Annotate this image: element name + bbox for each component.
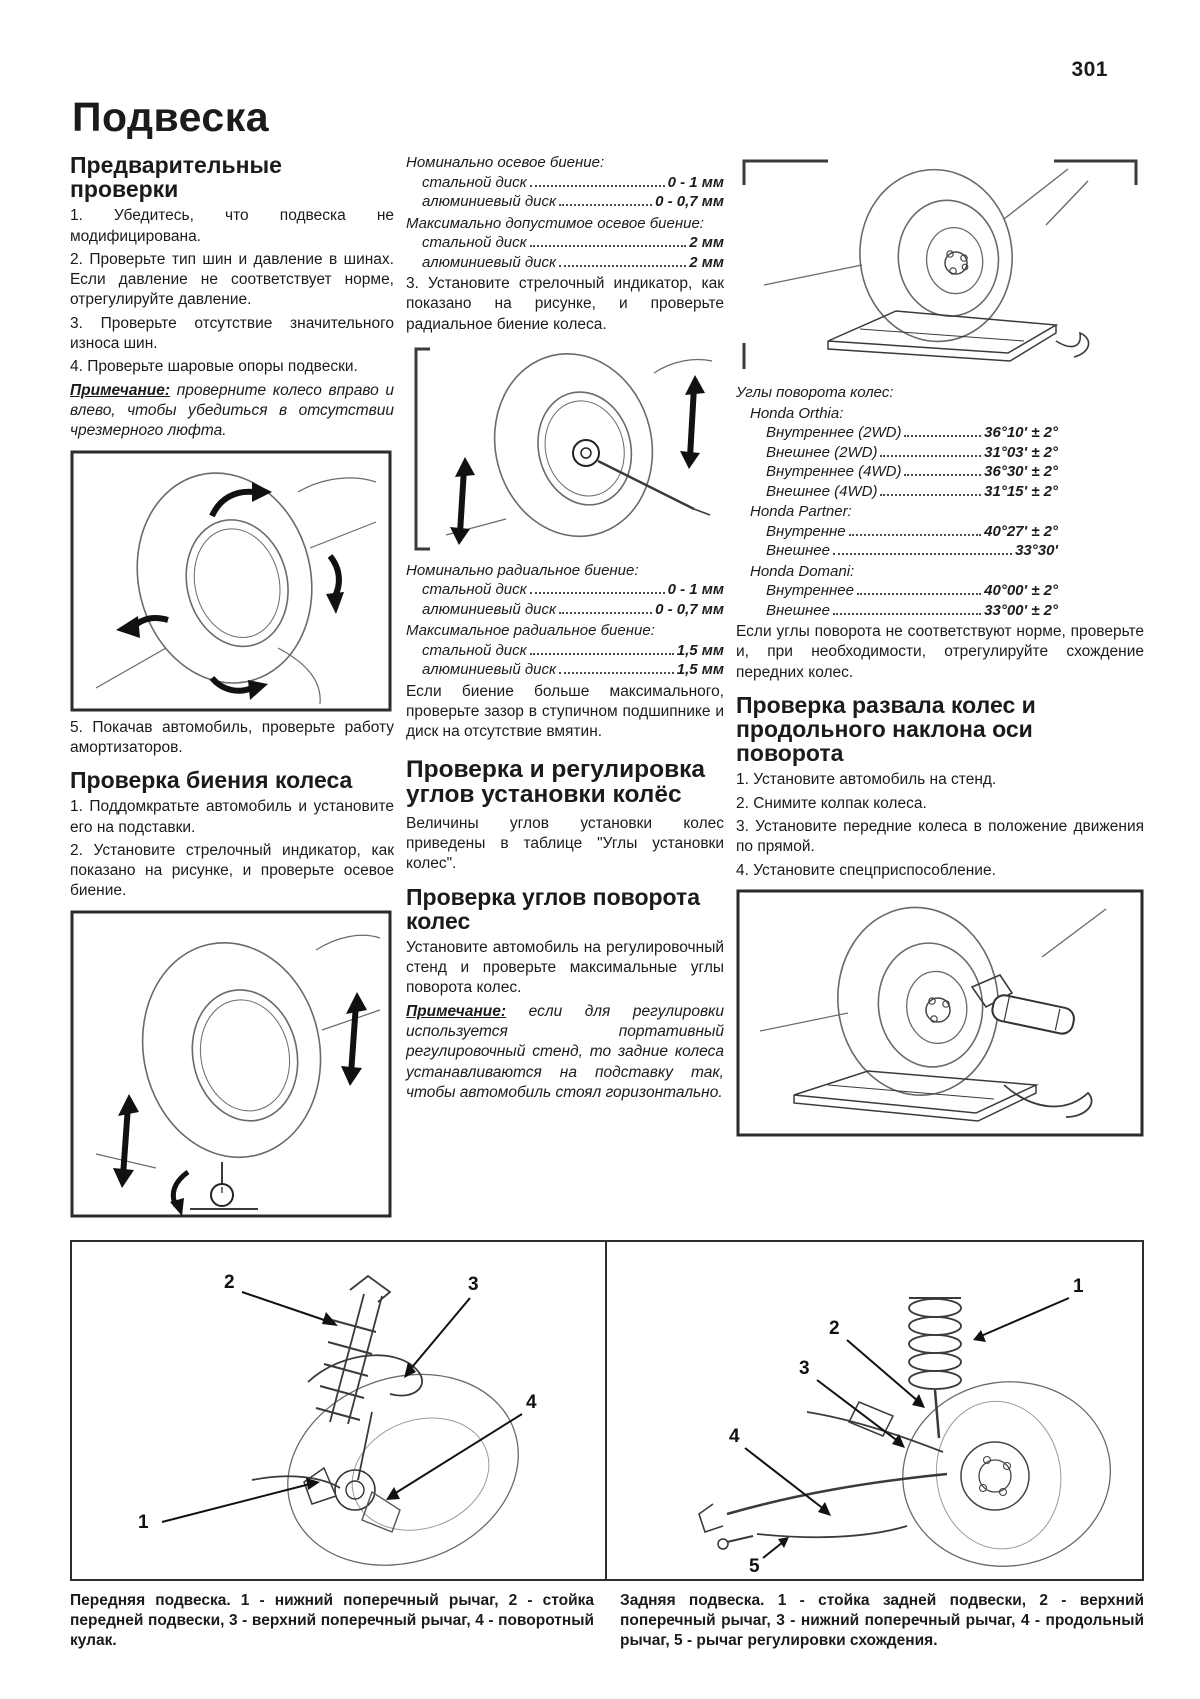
spec-row: стальной диск 2 мм xyxy=(422,234,724,251)
runout-item: 2. Установите стрелочный индикатор, как показано на рисунке, и проверьте осевое биение. xyxy=(70,841,394,900)
note-label: Примечание: xyxy=(406,1002,507,1020)
camber-item: 3. Установите передние колеса в положение движения по прямой. xyxy=(736,817,1144,856)
prelim-item: 2. Проверьте тип шин и давление в шинах. Если давление не соответствует норме, отрегулируйте давление. xyxy=(70,250,394,309)
callout-front-2: 2 xyxy=(224,1271,235,1293)
angle-row: Внутренне 40°27' ± 2° xyxy=(766,522,1058,540)
suspension-diagrams xyxy=(70,1240,1144,1581)
note-portable-stand xyxy=(406,1002,724,1103)
note-text: проверните колесо вправо и влево, чтобы убедиться в отсутствии чрезмерного люфта. xyxy=(70,381,394,440)
alignment-intro: Величины углов установки колес приведены в таблице "Углы установки колес". xyxy=(406,814,724,873)
front-suspension-diagram xyxy=(72,1242,607,1579)
spec-row: стальной диск 0 - 1 мм xyxy=(422,173,724,191)
content-columns xyxy=(70,151,1144,1224)
page-title: Подвеска xyxy=(72,94,270,140)
axial-runout-illustration xyxy=(70,910,394,1218)
spec-row: алюминиевый диск 0 - 0,7 мм xyxy=(422,600,724,618)
callout-rear-3: 3 xyxy=(799,1357,810,1379)
prelim-item: 4. Проверьте шаровые опоры подвески. xyxy=(70,358,358,376)
spec-title: Максимальное радиальное биение: xyxy=(406,622,655,640)
spec-title: Номинально радиальное биение: xyxy=(406,561,639,579)
spec-row: стальной диск 0 - 1 мм xyxy=(422,581,724,599)
prelim-item-5: 5. Покачав автомобиль, проверьте работу амортизаторов. xyxy=(70,718,394,756)
angles-title: Углы поворота колес: xyxy=(736,384,894,401)
diagram-captions xyxy=(70,1591,1144,1651)
radial-runout-illustration xyxy=(406,343,724,555)
prelim-item: 1. Убедитесь, что подвеска не модифицирована. xyxy=(70,207,394,245)
angles-note: Если углы поворота не соответствуют норме, проверьте и, при необходимости, отрегулируйте схождение передних колес. xyxy=(736,623,1144,681)
steering-angles-text: Установите автомобиль на регулировочный стенд и проверьте максимальные углы поворота колес. xyxy=(406,938,724,997)
column-left xyxy=(70,151,394,1224)
rear-suspension-caption: Задняя подвеска. 1 - стойка задней подвески, 2 - верхний поперечный рычаг, 3 - нижний поперечный рычаг, 4 - продольный рычаг, 5 - рычаг регулировки схождения. xyxy=(620,1591,1144,1650)
camber-tool-illustration xyxy=(736,889,1144,1137)
spec-title: Номинально осевое биение: xyxy=(406,154,605,171)
prelim-item: 3. Проверьте отсутствие значительного износа шин. xyxy=(70,314,394,353)
angles-group-name: Honda Partner: xyxy=(750,503,852,520)
callout-front-4: 4 xyxy=(526,1391,537,1413)
spec-row: стальной диск 1,5 мм xyxy=(422,641,724,659)
camber-item: 2. Снимите колпак колеса. xyxy=(736,794,927,812)
angle-row: Внешнее (2WD) 31°03' ± 2° xyxy=(766,443,1058,461)
camber-item: 4. Установите спецприспособление. xyxy=(736,861,996,879)
angle-row: Внешнее 33°00' ± 2° xyxy=(766,601,1058,619)
column-right xyxy=(736,151,1144,1143)
radial-runout-note: Если биение больше максимального, проверьте зазор в ступичном подшипнике и диск на отсутствие вмятин. xyxy=(406,682,724,741)
callout-rear-1: 1 xyxy=(1073,1275,1084,1297)
page-number: 301 xyxy=(1071,58,1108,81)
callout-rear-5: 5 xyxy=(749,1555,760,1574)
note-wheel-play xyxy=(70,381,394,442)
wheel-play-illustration xyxy=(70,450,394,712)
spec-row: алюминиевый диск 0 - 0,7 мм xyxy=(422,193,724,210)
angle-row: Внешнее 33°30' xyxy=(766,542,1058,559)
callout-rear-4: 4 xyxy=(729,1425,740,1447)
steering-angle-table xyxy=(736,383,1058,620)
front-suspension-caption: Передняя подвеска. 1 - нижний поперечный рычаг, 2 - стойка передней подвески, 3 - верхний поперечный рычаг, 4 - поворотный кулак. xyxy=(70,1591,594,1650)
heading-wheel-alignment: Проверка и регулировка углов установки колёс xyxy=(406,755,706,809)
runout-item: 1. Поддомкратьте автомобиль и установите его на подставки. xyxy=(70,798,394,836)
note-text: если для регулировки используется портативный регулировочный стенд, то задние колеса устанавливаются на подставку так, чтобы автомобиль стоял горизонтально. xyxy=(406,1002,724,1101)
column-middle xyxy=(406,151,724,1107)
angle-row: Внутреннее 40°00' ± 2° xyxy=(766,582,1058,599)
callout-front-3: 3 xyxy=(468,1273,479,1295)
angles-group-name: Honda Orthia: xyxy=(750,404,844,422)
wheel-on-stand-illustration xyxy=(736,153,1144,377)
spec-title: Максимально допустимое осевое биение: xyxy=(406,214,704,232)
heading-wheel-runout: Проверка биения колеса xyxy=(70,767,353,794)
camber-item: 1. Установите автомобиль на стенд. xyxy=(736,771,997,789)
spec-row: алюминиевый диск 1,5 мм xyxy=(422,661,724,679)
rear-suspension-diagram xyxy=(607,1242,1142,1579)
angle-row: Внутреннее (2WD) 36°10' ± 2° xyxy=(766,424,1058,441)
heading-camber-caster: Проверка развала колес и продольного наклона оси поворота xyxy=(736,691,1036,767)
callout-front-1: 1 xyxy=(138,1511,149,1533)
note-label: Примечание: xyxy=(70,381,171,399)
angle-row: Внутреннее (4WD) 36°30' ± 2° xyxy=(766,463,1058,480)
callout-rear-2: 2 xyxy=(829,1317,840,1339)
radial-runout-specs xyxy=(406,561,724,680)
axial-runout-specs xyxy=(406,153,724,272)
angles-group-name: Honda Domani: xyxy=(750,562,855,580)
radial-runout-step: 3. Установите стрелочный индикатор, как показано на рисунке, и проверьте радиальное биение колеса. xyxy=(406,275,724,333)
heading-steering-angles: Проверка углов поворота колес xyxy=(406,883,701,934)
heading-preliminary-checks: Предварительные проверки xyxy=(70,152,282,203)
angle-row: Внешнее (4WD) 31°15' ± 2° xyxy=(766,482,1058,500)
spec-row: алюминиевый диск 2 мм xyxy=(422,253,724,271)
